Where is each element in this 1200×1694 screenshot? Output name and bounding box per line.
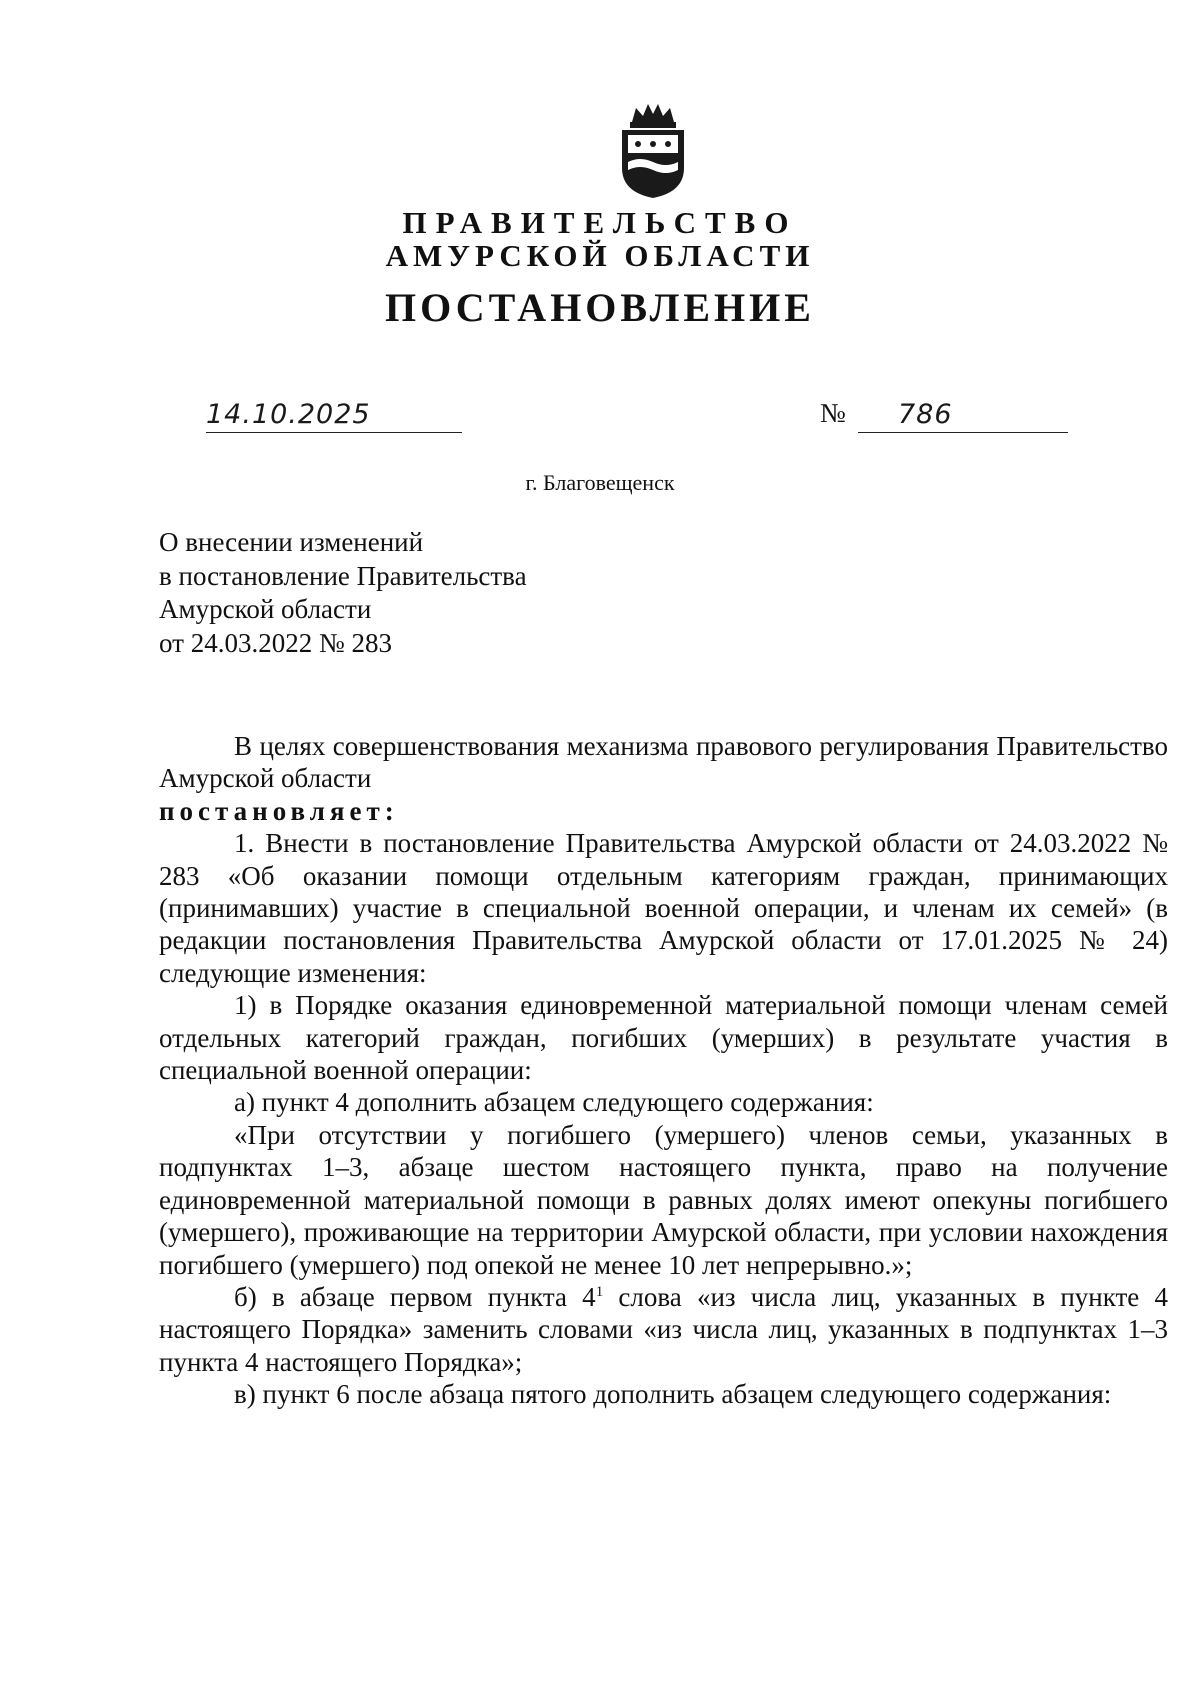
date-field — [206, 396, 462, 433]
paragraph-b-start: б) в абзаце первом пункта 4 — [234, 1281, 596, 1312]
number-label: № — [820, 398, 846, 428]
paragraph-1-subitem-1: 1) в Порядке оказания единовременной материальной помощи членам семей отдельных категорий граждан, погибших (умерших) в результате участия в специальной военной операции: — [159, 990, 1168, 1086]
preamble-paragraph: В целях совершенствования механизма правового регулирования Правительство Амурской области — [159, 731, 1168, 794]
paragraph-b-superscript: 1 — [595, 1283, 604, 1300]
org-name-line2: АМУРСКОЙ ОБЛАСТИ — [385, 238, 815, 273]
paragraph-b-rest: слова «из числа лиц, указанных в пункте 4 настоящего Порядка» заменить словами «из числа лиц, указанных в подпунктах 1–3 пункта 4 настоящего Порядка»; — [159, 1281, 1168, 1377]
document-body — [159, 730, 1168, 1411]
org-name-line1: ПРАВИТЕЛЬСТВО — [402, 205, 798, 240]
number-field — [858, 396, 1068, 433]
quoted-addition: «При отсутствии у погибшего (умершего) членов семьи, указанных в подпунктах 1–3, абзаце шестом настоящего пункта, право на получение единовременной материальной помощи в равных долях имеют опекуны погибшего (умершего), проживающие на территории Амурской области, при условии нахождения погибшего (умершего) под опекой не менее 10 лет непрерывно.»; — [159, 1119, 1168, 1280]
paragraph-1: 1. Внести в постановление Правительства Амурской области от 24.03.2022 № 283 «Об оказании помощи отдельным категориям граждан, принимающих (принимавших) участие в специальной военной операции, и членам их семей» (в редакции постановления Правительства Амурской области от 17.01.2025 № 24) следующие изменения: — [159, 828, 1168, 988]
subject-line: Амурской области — [159, 594, 372, 624]
decree-word: постановляет: — [159, 795, 399, 826]
coat-of-arms-icon — [612, 100, 694, 200]
handwritten-date: 14.10.2025 — [206, 399, 371, 430]
paragraph-v: в) пункт 6 после абзаца пятого дополнить абзацем следующего содержания: — [234, 1379, 1112, 1410]
subject-line: от 24.03.2022 № 283 — [159, 627, 392, 658]
subject-line: О внесении изменений — [159, 527, 424, 557]
paragraph-a: а) пункт 4 дополнить абзацем следующего содержания: — [234, 1087, 874, 1118]
document-type-title: ПОСТАНОВЛЕНИЕ — [385, 285, 815, 330]
city-name: г. Благовещенск — [525, 470, 675, 495]
subject-line: в постановление Правительства — [159, 560, 527, 591]
paragraph-b — [159, 1281, 1168, 1378]
document-subject — [159, 526, 527, 660]
handwritten-number: 786 — [898, 399, 953, 430]
